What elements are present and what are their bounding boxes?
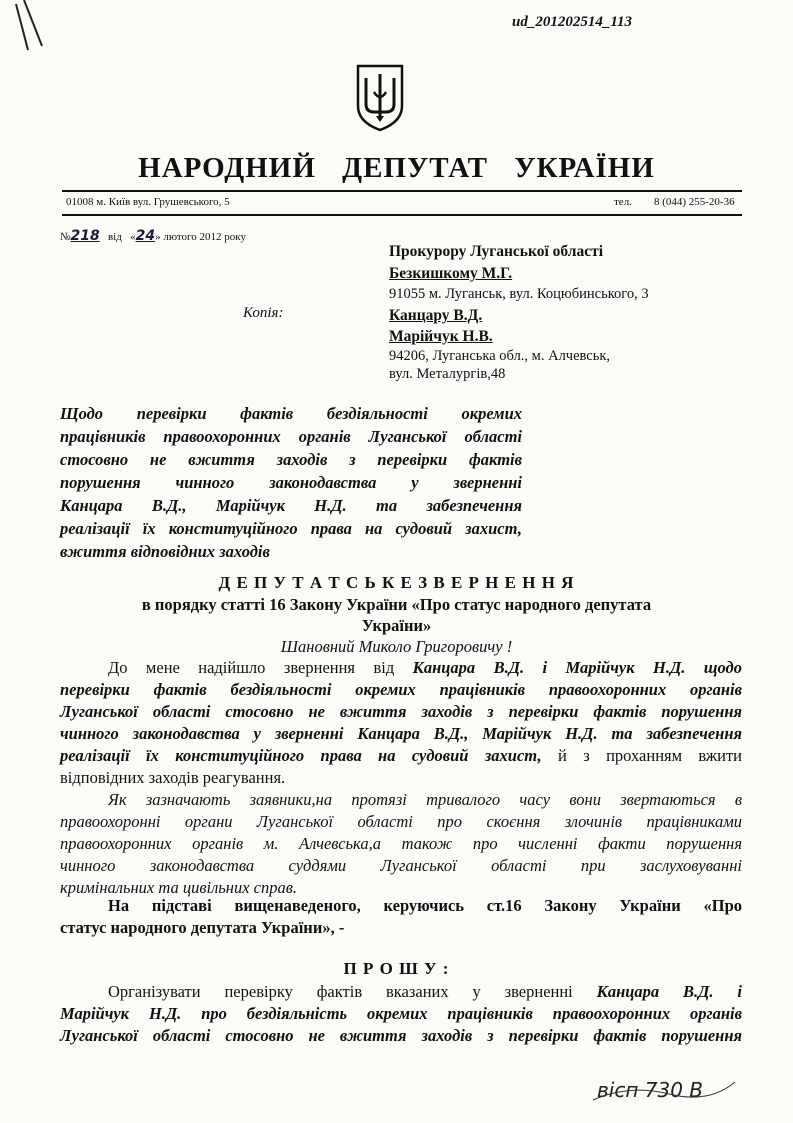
paragraph-3 bbox=[60, 895, 742, 939]
recipient-address: 91055 м. Луганськ, вул. Коцюбинського, 3 bbox=[389, 286, 649, 302]
copy-address-2: вул. Металургів,48 bbox=[389, 366, 506, 382]
appeal-title: Д Е П У Т А Т С Ь К Е З В Е Р Н Е Н Н Я bbox=[218, 573, 575, 592]
reg-day-value: 24 bbox=[135, 228, 156, 244]
reg-no-value: 218 bbox=[70, 228, 100, 244]
reg-month-year: лютого 2012 року bbox=[163, 231, 246, 243]
document-id: ud_201202514_113 bbox=[512, 14, 633, 30]
letterhead-phone bbox=[614, 196, 735, 208]
copy-address-1: 94206, Луганська обл., м. Алчевськ, bbox=[389, 348, 611, 364]
p1-line: перевірки фактів бездіяльності окремих працівників правоохоронних органів bbox=[60, 680, 742, 699]
reg-day-open: « bbox=[130, 231, 136, 243]
request-line: Луганської області стосовно не вжиття заходів з перевірки фактів порушення bbox=[60, 1026, 742, 1045]
request-names: Канцара В.Д. і bbox=[596, 982, 743, 1001]
p1-text: До мене надійшло звернення від bbox=[108, 658, 413, 677]
header-divider-top bbox=[62, 190, 742, 192]
letterhead-address: 01008 м. Київ вул. Грушевського, 5 bbox=[66, 196, 230, 208]
reg-from-label: від bbox=[107, 231, 122, 243]
handwritten-underline bbox=[589, 1074, 739, 1104]
subject-line: вжиття відповідних заходів bbox=[60, 542, 270, 561]
subject-line: Щодо перевірки фактів бездіяльності окремих bbox=[60, 404, 522, 423]
recipient-name: Безкишкому М.Г. bbox=[389, 265, 513, 282]
phone-number: 8 (044) 255-20-36 bbox=[653, 196, 735, 208]
p1-line bbox=[60, 745, 742, 767]
p1-line bbox=[60, 657, 742, 679]
reg-no-label: № bbox=[60, 231, 71, 243]
p3-line: статус народного депутата України», - bbox=[60, 918, 345, 937]
subject-line: працівників правоохоронних органів Луганської області bbox=[60, 427, 522, 446]
appeal-subtitle-2: України» bbox=[361, 616, 432, 635]
p2-line: чинного законодавства суддями Луганської області при заслуховуванні bbox=[60, 856, 742, 875]
salutation: Шановний Миколо Григоровичу ! bbox=[280, 637, 513, 656]
p1-line: Луганської області стосовно не вжиття заходів з перевірки фактів порушення bbox=[60, 702, 742, 721]
p1-line: чинного законодавства у зверненні Канцара В.Д., Марійчук Н.Д. та забезпечення bbox=[60, 724, 742, 743]
handwritten-note-text: вісп 730 В bbox=[597, 1078, 704, 1102]
coat-of-arms-icon bbox=[352, 62, 408, 132]
p2-line: кримінальних та цивільних справ. bbox=[60, 878, 298, 897]
subject-block bbox=[60, 402, 522, 563]
appeal-subtitle-1: в порядку статті 16 Закону України «Про статус народного депутата bbox=[141, 595, 652, 614]
recipient-title: Прокурору Луганської області bbox=[389, 243, 604, 260]
request-title: П Р О Ш У : bbox=[343, 959, 450, 978]
subject-line: Канцара В.Д., Марійчук Н.Д. та забезпечення bbox=[60, 496, 522, 515]
paragraph-2 bbox=[60, 789, 742, 899]
paragraph-1 bbox=[60, 657, 742, 789]
subject-line: стосовно не вжиття заходів з перевірки фактів bbox=[60, 450, 522, 469]
copy-recipient-1: Канцару В.Д. bbox=[389, 307, 483, 324]
p1-line: відповідних заходів реагування. bbox=[60, 768, 286, 787]
p2-line: правоохоронних органів м. Алчевська,а також про численні факти порушення bbox=[60, 834, 742, 853]
request-line bbox=[60, 981, 742, 1003]
subject-line: порушення чинного законодавства у зверненні bbox=[60, 473, 522, 492]
reg-day-close: » bbox=[155, 231, 161, 243]
p1-names: Канцара В.Д. і Марійчук Н.Д. щодо bbox=[412, 658, 742, 677]
registration-line bbox=[60, 228, 246, 244]
copy-recipient-2: Марійчук Н.В. bbox=[389, 328, 493, 345]
handwritten-mark bbox=[4, 0, 64, 60]
request-line: Марійчук Н.Д. про бездіяльність окремих працівників правоохоронних органів bbox=[60, 1004, 742, 1023]
request-text: Організувати перевірку фактів вказаних у зверненні bbox=[108, 982, 597, 1001]
handwritten-note bbox=[597, 1078, 703, 1102]
p2-line: правоохоронні органи Луганської області про скоєння злочинів працівниками bbox=[60, 812, 742, 831]
subject-line: реалізації їх конституційного права на судовий захист, bbox=[60, 519, 522, 538]
p2-line: Як зазначають заявники,на протязі тривалого часу вони звертаються в bbox=[108, 790, 742, 809]
letterhead-title: НАРОДНИЙ ДЕПУТАТ УКРАЇНИ bbox=[138, 152, 655, 184]
phone-label: тел. bbox=[614, 196, 632, 208]
p1-text: й з проханням вжити bbox=[541, 746, 742, 765]
p1-emph: реалізації їх конституційного права на судовий захист, bbox=[60, 746, 542, 765]
p3-line: На підставі вищенаведеного, керуючись ст.16 Закону України «Про bbox=[108, 896, 742, 915]
copy-label: Копія: bbox=[243, 305, 284, 321]
request-paragraph bbox=[60, 981, 742, 1047]
header-divider-bottom bbox=[62, 214, 742, 216]
